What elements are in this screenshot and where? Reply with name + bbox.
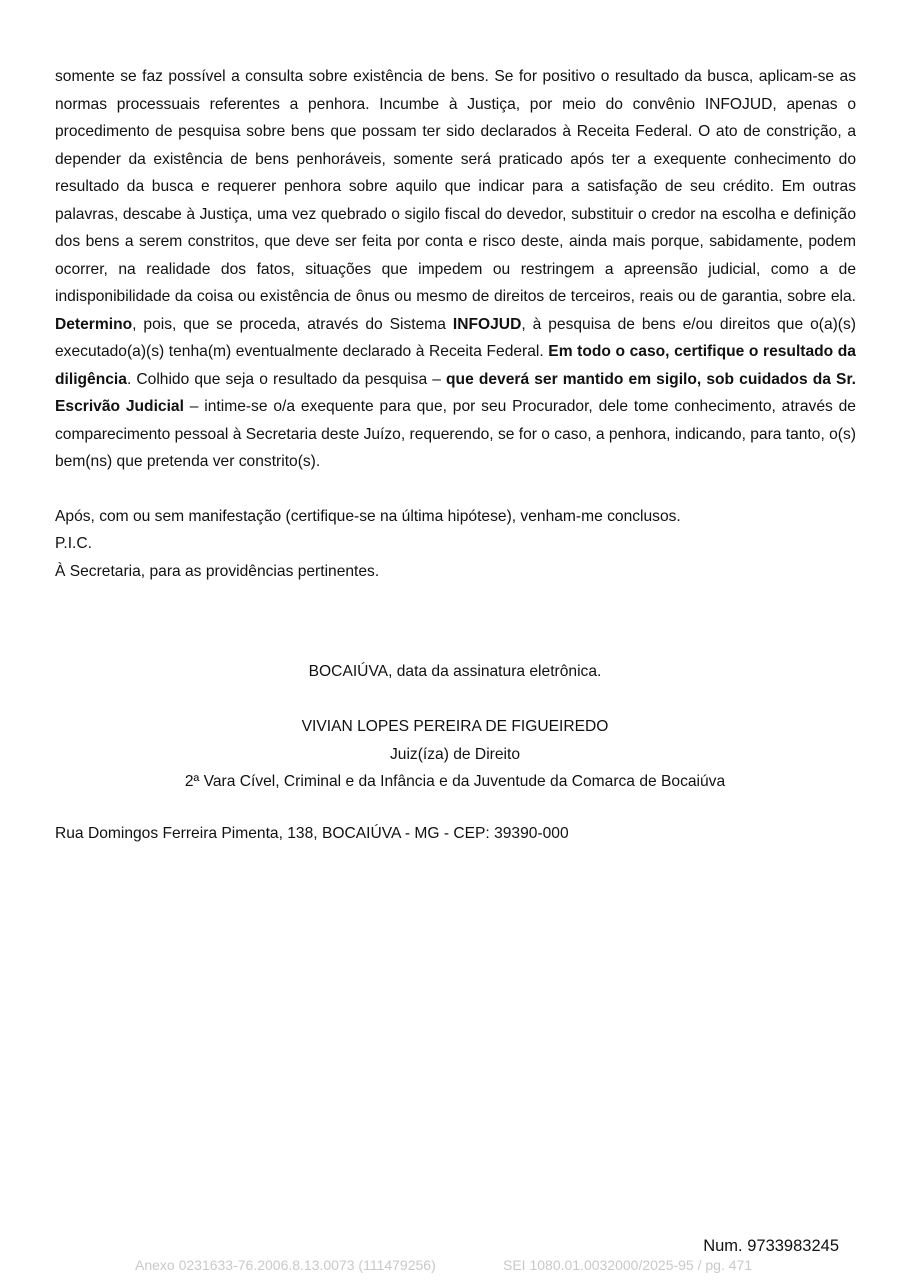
document-number: Num. 9733983245 [703,1237,839,1255]
paragraph-text: somente se faz possível a consulta sobre existência de bens. Se for positivo o resultado da busca, aplicam-se as normas processuais referentes a penhora. Incumbe à Justiça, por meio do convênio INFOJUD, apenas o procedimento de pesquisa sobre bens que possam ter sido declarados à Receita Federal. O ato de constrição, a depender da existência de bens penhoráveis, somente será praticado após ter a exequente conhecimento do resultado da busca e requerer penhora sobre aquilo que indicar para a satisfação de seu crédito. Em outras palavras, descabe à Justiça, uma vez quebrado o sigilo fiscal do devedor, substituir o credor na escolha e definição dos bens a serem constritos, que deve ser feita por conta e risco deste, ainda mais porque, sabidamente, podem ocorrer, na realidade dos fatos, situações que impedem ou restringem a apreensão judicial, como a de indisponibilidade da coisa ou existência de ônus ou mesmo de direitos de terceiros, reais ou de garantia, sobre ela. [55,68,856,305]
annex-watermark: Anexo 0231633-76.2006.8.13.0073 (111479256) [135,1257,436,1273]
bold-sigilo: que deverá ser mantido em sigilo, sob cuidados da Sr. Escrivão Judicial [55,370,856,415]
conclusos-line: Após, com ou sem manifestação (certifique-se na última hipótese), venham-me conclusos. [55,508,681,525]
secretaria-line: À Secretaria, para as providências pertinentes. [55,563,380,580]
paragraph-text: . Colhido que seja o resultado da pesquisa – [126,370,447,388]
sei-watermark: SEI 1080.01.0032000/2025-95 / pg. 471 [503,1257,753,1273]
court-name: 2ª Vara Cível, Criminal e da Infância e da Juventude da Comarca de Bocaiúva [184,773,726,790]
judge-name: VIVIAN LOPES PEREIRA DE FIGUEIREDO [301,718,609,735]
place-date: BOCAIÚVA, data da assinatura eletrônica. [308,663,602,680]
pic-line: P.I.C. [55,535,92,552]
bold-determino: Determino [55,315,133,333]
paragraph-text: , à pesquisa de bens e/ou direitos que o(a)(s) executado(a)(s) tenha(m) eventualmente declarado à Receita Federal. [55,315,856,360]
main-paragraph [55,63,856,476]
paragraph-text: , pois, que se proceda, através do Sistema [132,315,453,333]
judge-role: Juiz(íza) de Direito [390,746,520,763]
bold-infojud: INFOJUD [452,315,522,333]
bold-certifique: Em todo o caso, certifique o resultado da diligência [55,343,856,388]
paragraph-text: – intime-se o/a exequente para que, por seu Procurador, dele tome conhecimento, através de comparecimento pessoal à Secretaria deste Juízo, requerendo, se for o caso, a penhora, indicando, para tanto, o(s) bem(ns) que pretenda ver constrito(s). [55,398,856,470]
court-address: Rua Domingos Ferreira Pimenta, 138, BOCAIÚVA - MG - CEP: 39390-000 [55,825,569,842]
